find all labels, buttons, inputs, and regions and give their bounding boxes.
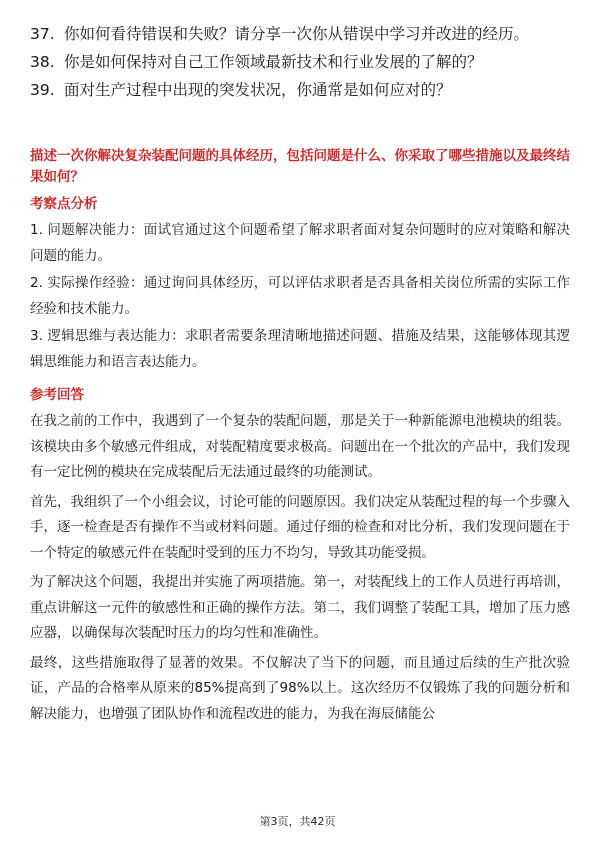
analysis-point: 3. 逻辑思维与表达能力：求职者需要条理清晰地描述问题、措施及结果，这能够体现其逻辑思维能力和语言表达能力。 xyxy=(30,328,570,370)
analysis-point: 2. 实际操作经验：通过询问具体经历，可以评估求职者是否具备相关岗位所需的实际工作经验和技术能力。 xyxy=(30,275,570,317)
answer-paragraph: 最终，这些措施取得了显著的效果。不仅解决了当下的问题，而且通过后续的生产批次验证，产品的合格率从原来的85%提高到了98%以上。这次经历不仅锻炼了我的问题分析和解决能力，也增强了团队协作和流程改进的能力，为我在海辰储能公 xyxy=(30,654,570,722)
analysis-title: 考察点分析 xyxy=(30,196,98,212)
question-number: 37. xyxy=(30,25,55,43)
question-number: 39. xyxy=(30,81,55,99)
question-item-38 xyxy=(30,50,570,74)
analysis-section xyxy=(30,194,570,375)
answer-title: 参考回答 xyxy=(30,387,84,403)
question-item-37 xyxy=(30,22,570,46)
analysis-point: 1. 问题解决能力：面试官通过这个问题希望了解求职者面对复杂问题时的应对策略和解决问题的能力。 xyxy=(30,222,570,264)
question-number: 38. xyxy=(30,53,55,71)
answer-paragraph: 在我之前的工作中，我遇到了一个复杂的装配问题，那是关于一种新能源电池模块的组装。该模块由多个敏感元件组成，对装配精度要求极高。问题出在一个批次的产品中，我们发现有一定比例的模块在完成装配后无法通过最终的功能测试。 xyxy=(30,413,570,480)
question-item-39 xyxy=(30,78,570,102)
featured-question-heading: 描述一次你解决复杂装配问题的具体经历，包括问题是什么、你采取了哪些措施以及最终结果如何？ xyxy=(30,148,570,185)
question-text: 你如何看待错误和失败？请分享一次你从错误中学习并改进的经历。 xyxy=(64,25,530,43)
answer-section xyxy=(30,385,570,727)
question-text: 面对生产过程中出现的突发状况，你通常是如何应对的？ xyxy=(64,81,452,99)
answer-paragraph: 首先，我组织了一个小组会议，讨论可能的问题原因。我们决定从装配过程的每一个步骤入手，逐一检查是否有操作不当或材料问题。通过仔细的检查和对比分析，我们发现问题在于一个特定的敏感元件在装配时受到的压力不均匀，导致其功能受损。 xyxy=(30,493,570,561)
question-detail xyxy=(30,146,570,731)
page-number-footer: 第3页，共42页 xyxy=(259,815,336,828)
question-list xyxy=(30,22,570,106)
question-text: 你是如何保持对自己工作领域最新技术和行业发展的了解的？ xyxy=(64,53,483,71)
answer-paragraph: 为了解决这个问题，我提出并实施了两项措施。第一，对装配线上的工作人员进行再培训，重点讲解这一元件的敏感性和正确的操作方法。第二，我们调整了装配工具，增加了压力感应器，以确保每次装配时压力的均匀性和准确性。 xyxy=(30,574,570,641)
